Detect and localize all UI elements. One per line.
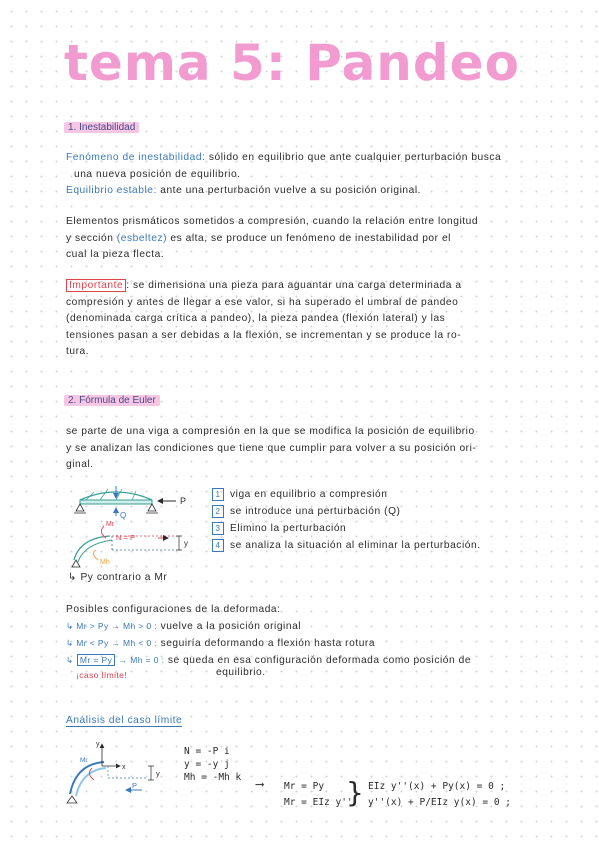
vector-equations — [184, 745, 241, 784]
text-fenomeno-1: sólido en equilibrio que ante cualquier perturbación busca — [205, 152, 502, 163]
config-cond: ↳ Mr < Py → Mh < 0 : — [66, 638, 158, 648]
vector-y: y = -y j — [184, 759, 230, 770]
step-4 — [212, 537, 481, 554]
config-text: vuelve a la posición original — [160, 621, 302, 632]
step-3 — [212, 520, 481, 537]
eq-differential-1: EIz y''(x) + Py(x) = 0 ; — [368, 781, 506, 792]
caso-limite-label: ¡caso límite! — [76, 670, 128, 680]
paragraph-elementos — [66, 214, 478, 264]
label-mr-diagram: Mr — [106, 521, 115, 528]
config-cond: → Mh = 0 : — [118, 655, 165, 665]
implies-arrow: ⟶ — [256, 777, 264, 791]
step-number: 2 — [212, 505, 224, 518]
text-euler-2: y se analizan las condiciones que tiene que cumplir para volver a su posición ori- — [66, 442, 477, 454]
text-importante-3: (denominada carga crítica a pandeo), la pieza pandea (flexión lateral) y las — [66, 313, 446, 324]
heading-text: Análisis del caso límite — [66, 715, 183, 726]
paragraph-euler-intro — [66, 424, 476, 474]
config-cond: ↳ Mr > Py → Mh > 0 : — [66, 621, 158, 631]
step-text: se analiza la situación al eliminar la perturbación. — [230, 540, 481, 551]
text-importante-4: tensiones pasan a ser debidas a la flexión, se incrementan y se produce la ro- — [66, 329, 462, 341]
step-text: Elimino la perturbación — [230, 523, 347, 534]
axis-x-label: x — [122, 764, 126, 771]
note-py-contrario: ↳ Py contrario a Mr — [68, 572, 168, 583]
steps-list — [212, 486, 481, 554]
config-boxed-condition: Mr = Py — [77, 654, 115, 666]
term-esbeltez: (esbeltez) — [116, 232, 168, 244]
step-number: 1 — [212, 488, 224, 501]
step-text: se introduce una perturbación (Q) — [230, 506, 401, 517]
beam-diagram — [66, 478, 206, 570]
text-euler-3: ginal. — [66, 459, 94, 470]
paragraph-fenomeno — [66, 150, 501, 200]
text-fenomeno-2: una nueva posición de equilibrio. — [74, 168, 241, 180]
axis-y-label: y — [96, 741, 100, 748]
step-number: 4 — [212, 539, 224, 552]
text-elementos-2a: y sección — [66, 232, 117, 244]
limit-case-diagram — [62, 736, 170, 806]
vector-n: N = -P i — [184, 746, 230, 757]
text-elementos-3: cual la pieza flecta. — [66, 249, 165, 260]
mid-equations — [284, 779, 353, 811]
config-2 — [66, 635, 375, 653]
step-2 — [212, 503, 481, 520]
label-q: Q — [120, 511, 127, 520]
vector-mh: Mh = -Mh k — [184, 772, 242, 783]
section-heading-inestabilidad: 1. Inestabilidad — [64, 122, 139, 133]
step-number: 3 — [212, 522, 224, 535]
config-text-1: se queda en esa configuración deformada como posición de — [167, 655, 472, 666]
paragraph-importante — [66, 278, 462, 361]
config-prefix: ↳ — [66, 655, 74, 665]
text-importante-5: tura. — [66, 346, 90, 357]
config-text: seguiría deformando a flexión hasta rotura — [160, 638, 376, 649]
label-mh-diagram: Mh — [100, 559, 110, 566]
term-equilibrio: Equilibrio estable: — [66, 185, 157, 196]
text-importante-2: compresión y antes de llegar a ese valor, si ha superado el umbral de pandeo — [66, 296, 459, 308]
page-title: tema 5: Pandeo — [64, 34, 520, 92]
step-text: viga en equilibrio a compresión — [230, 489, 388, 500]
section-heading-caso-limite — [66, 713, 182, 730]
text-elementos-1: Elementos prismáticos sometidos a compresión, cuando la relación entre longitud — [66, 216, 479, 227]
label-p-limit: P — [132, 781, 138, 790]
brace: } — [346, 776, 364, 809]
section-heading-euler: 2. Fórmula de Euler — [64, 395, 160, 406]
importante-tag: Importante — [66, 279, 126, 292]
text-euler-1: se parte de una viga a compresión en la que se modifica la posición de equilibrio — [66, 426, 475, 437]
label-p-upper: P — [180, 496, 187, 506]
step-1 — [212, 486, 481, 503]
text-equilibrio: ante una perturbación vuelve a su posición original. — [156, 185, 422, 196]
text-importante-1: : se dimensiona una pieza para aguantar una carga determinada a — [126, 280, 462, 291]
configs-title: Posibles configuraciones de la deformada: — [66, 604, 281, 615]
eq-mr-eiz: Mr = EIz y'' — [284, 797, 353, 808]
text-elementos-2c: es alta, se produce un fenómeno de inestabilidad por el — [167, 232, 451, 244]
label-y-limit: y — [156, 769, 160, 778]
label-y-diagram: y — [184, 539, 188, 548]
eq-mr-py: Mr = Py — [284, 781, 325, 792]
label-mr-limit: Mr — [80, 757, 88, 764]
term-fenomeno: Fenómeno de inestabilidad: — [66, 152, 206, 163]
label-np: N = P — [116, 533, 135, 542]
eq-differential-2: y''(x) + P/EIz y(x) = 0 ; — [368, 797, 511, 808]
right-equations — [368, 779, 511, 811]
config-3-line-2: equilibrio. — [216, 667, 266, 678]
config-1 — [66, 618, 301, 636]
